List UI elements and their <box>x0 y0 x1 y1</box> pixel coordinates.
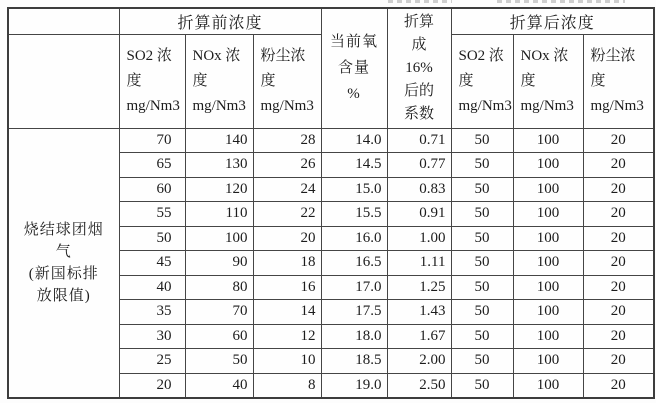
cell-factor: 1.43 <box>387 300 451 325</box>
post-conversion-group-header: 折算后浓度 <box>451 8 654 34</box>
row-group-label-line: (新国标排 <box>28 265 99 282</box>
so2-pre-header: SO2 浓 度 mg/Nm3 <box>119 34 185 128</box>
cropped-text-artifact-right <box>497 0 625 3</box>
row-group-label-line: 烧结球团烟 <box>23 221 104 238</box>
cell-nox-pre: 120 <box>185 177 253 202</box>
cell-dust-post: 20 <box>583 128 654 153</box>
so2-post-header: SO2 浓 度 mg/Nm3 <box>451 34 513 128</box>
cell-so2-pre: 55 <box>119 202 185 227</box>
cell-nox-post: 100 <box>513 202 583 227</box>
cell-dust-pre: 20 <box>253 226 321 251</box>
cell-nox-pre: 50 <box>185 349 253 374</box>
cell-oxygen: 19.0 <box>321 373 387 398</box>
cell-nox-post: 100 <box>513 177 583 202</box>
cell-nox-pre: 140 <box>185 128 253 153</box>
cell-dust-post: 20 <box>583 373 654 398</box>
corner-cell-bottom <box>8 34 119 128</box>
cell-nox-post: 100 <box>513 349 583 374</box>
cell-nox-pre: 100 <box>185 226 253 251</box>
cell-factor: 1.00 <box>387 226 451 251</box>
cell-factor: 2.50 <box>387 373 451 398</box>
nox-pre-header: NOx 浓 度 mg/Nm3 <box>185 34 253 128</box>
cell-dust-pre: 24 <box>253 177 321 202</box>
oxygen-content-header <box>321 8 387 128</box>
cell-dust-pre: 14 <box>253 300 321 325</box>
cell-dust-post: 20 <box>583 153 654 178</box>
cell-so2-pre: 35 <box>119 300 185 325</box>
cell-so2-post: 50 <box>451 324 513 349</box>
cropped-text-artifact-left <box>388 0 452 3</box>
cell-oxygen: 17.0 <box>321 275 387 300</box>
oxygen-header-line: % <box>347 86 361 103</box>
cell-oxygen: 15.5 <box>321 202 387 227</box>
cell-so2-post: 50 <box>451 275 513 300</box>
cell-factor: 0.71 <box>387 128 451 153</box>
cell-nox-post: 100 <box>513 128 583 153</box>
cell-oxygen: 16.0 <box>321 226 387 251</box>
cell-nox-post: 100 <box>513 251 583 276</box>
cell-nox-pre: 130 <box>185 153 253 178</box>
row-group-label <box>8 128 119 398</box>
cell-dust-post: 20 <box>583 300 654 325</box>
cell-oxygen: 14.0 <box>321 128 387 153</box>
cell-dust-pre: 28 <box>253 128 321 153</box>
cell-nox-post: 100 <box>513 324 583 349</box>
cell-dust-post: 20 <box>583 324 654 349</box>
cell-so2-pre: 50 <box>119 226 185 251</box>
cell-dust-post: 20 <box>583 275 654 300</box>
oxygen-header-line: 含量 <box>337 60 370 77</box>
cell-nox-pre: 90 <box>185 251 253 276</box>
row-group-label-line: 放限值) <box>36 287 91 304</box>
factor-header-line: 折算 <box>403 13 434 30</box>
cell-so2-post: 50 <box>451 251 513 276</box>
cell-dust-post: 20 <box>583 226 654 251</box>
cell-factor: 1.25 <box>387 275 451 300</box>
oxygen-header-line: 当前氧 <box>329 34 378 51</box>
nox-post-header: NOx 浓 度 mg/Nm3 <box>513 34 583 128</box>
cell-oxygen: 16.5 <box>321 251 387 276</box>
cell-dust-pre: 16 <box>253 275 321 300</box>
cell-so2-post: 50 <box>451 349 513 374</box>
header-row-groups <box>8 8 654 34</box>
cell-so2-pre: 60 <box>119 177 185 202</box>
cell-so2-pre: 30 <box>119 324 185 349</box>
cell-factor: 0.77 <box>387 153 451 178</box>
pre-conversion-group-header: 折算前浓度 <box>119 8 321 34</box>
factor-header-line: 成 <box>411 36 427 53</box>
cell-nox-pre: 70 <box>185 300 253 325</box>
cell-nox-pre: 60 <box>185 324 253 349</box>
cell-nox-post: 100 <box>513 153 583 178</box>
cell-dust-post: 20 <box>583 202 654 227</box>
cell-nox-post: 100 <box>513 373 583 398</box>
cell-factor: 2.00 <box>387 349 451 374</box>
dust-pre-header: 粉尘浓 度 mg/Nm3 <box>253 34 321 128</box>
cell-factor: 1.67 <box>387 324 451 349</box>
cell-dust-pre: 12 <box>253 324 321 349</box>
emission-conversion-table <box>7 7 655 399</box>
cell-nox-pre: 40 <box>185 373 253 398</box>
data-row <box>8 128 654 153</box>
cell-so2-post: 50 <box>451 128 513 153</box>
cell-so2-post: 50 <box>451 226 513 251</box>
cell-so2-pre: 45 <box>119 251 185 276</box>
cell-so2-pre: 20 <box>119 373 185 398</box>
cell-so2-post: 50 <box>451 202 513 227</box>
cell-nox-pre: 110 <box>185 202 253 227</box>
cell-so2-pre: 70 <box>119 128 185 153</box>
corner-cell-top <box>8 8 119 34</box>
dust-post-header: 粉尘浓 度 mg/Nm3 <box>583 34 654 128</box>
cell-oxygen: 18.5 <box>321 349 387 374</box>
cell-so2-post: 50 <box>451 177 513 202</box>
cell-oxygen: 15.0 <box>321 177 387 202</box>
cell-factor: 0.91 <box>387 202 451 227</box>
cell-oxygen: 17.5 <box>321 300 387 325</box>
cell-nox-post: 100 <box>513 275 583 300</box>
cell-oxygen: 18.0 <box>321 324 387 349</box>
row-group-label-line: 气 <box>55 243 72 260</box>
cell-factor: 0.83 <box>387 177 451 202</box>
cell-so2-pre: 40 <box>119 275 185 300</box>
cell-so2-pre: 25 <box>119 349 185 374</box>
cell-dust-pre: 22 <box>253 202 321 227</box>
cell-dust-pre: 26 <box>253 153 321 178</box>
factor-header-line: 后的 <box>403 82 434 99</box>
cell-nox-pre: 80 <box>185 275 253 300</box>
factor-header-line: 16% <box>405 59 433 76</box>
cell-so2-post: 50 <box>451 153 513 178</box>
cell-dust-pre: 8 <box>253 373 321 398</box>
cell-dust-post: 20 <box>583 251 654 276</box>
conversion-factor-header <box>387 8 451 128</box>
cell-dust-post: 20 <box>583 177 654 202</box>
factor-header-line: 系数 <box>403 105 434 122</box>
cell-nox-post: 100 <box>513 226 583 251</box>
cell-dust-pre: 10 <box>253 349 321 374</box>
cell-dust-post: 20 <box>583 349 654 374</box>
cell-nox-post: 100 <box>513 300 583 325</box>
cell-oxygen: 14.5 <box>321 153 387 178</box>
cell-so2-pre: 65 <box>119 153 185 178</box>
cell-so2-post: 50 <box>451 373 513 398</box>
cell-factor: 1.11 <box>387 251 451 276</box>
cell-dust-pre: 18 <box>253 251 321 276</box>
cell-so2-post: 50 <box>451 300 513 325</box>
